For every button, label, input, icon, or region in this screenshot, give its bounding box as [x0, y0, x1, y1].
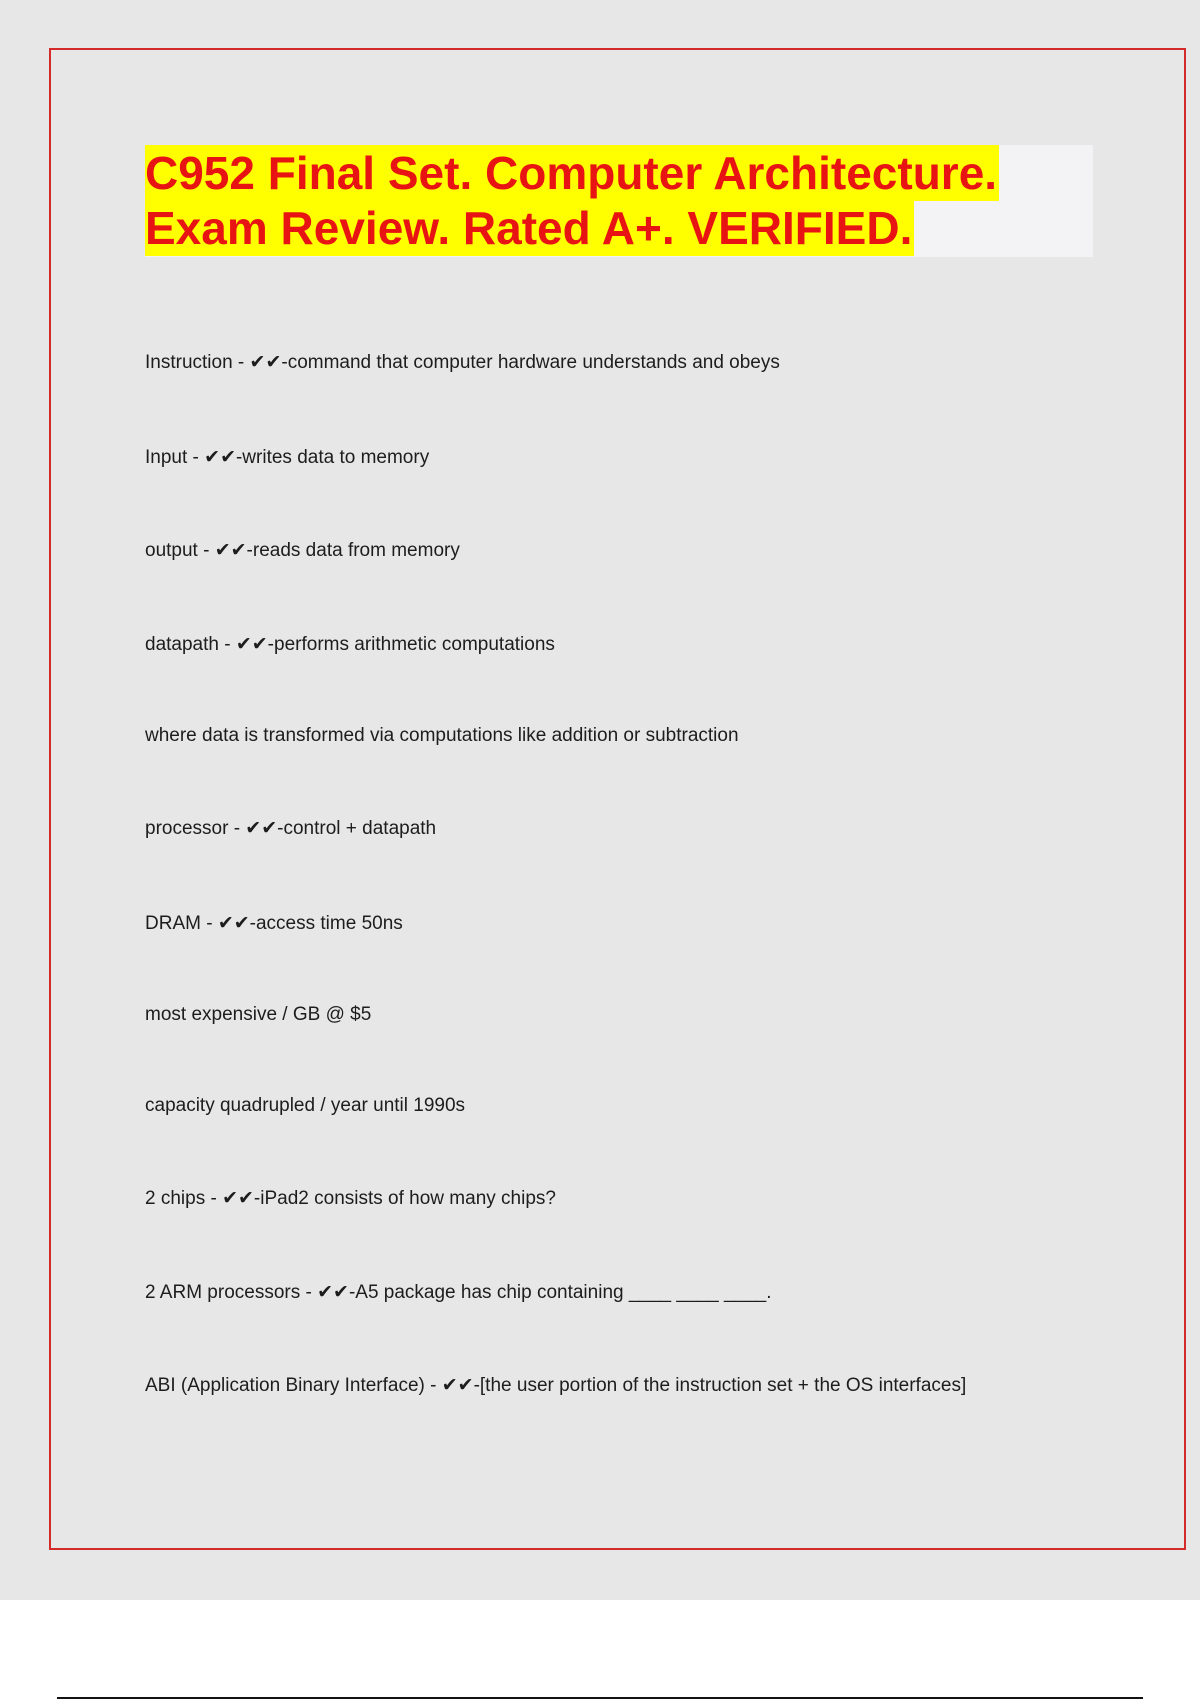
entry-datapath: datapath - ✔✔-performs arithmetic computations	[145, 634, 555, 655]
entry-output: output - ✔✔-reads data from memory	[145, 540, 460, 561]
entry-dram: DRAM - ✔✔-access time 50ns	[145, 913, 403, 934]
entry-ipad2-chips: 2 chips - ✔✔-iPad2 consists of how many chips?	[145, 1188, 556, 1209]
page-border-frame	[49, 48, 1186, 1550]
entry-processor: processor - ✔✔-control + datapath	[145, 818, 437, 839]
footer-divider	[57, 1697, 1143, 1699]
entry-input: Input - ✔✔-writes data to memory	[145, 447, 430, 468]
entry-dram-cost: most expensive / GB @ $5	[145, 1004, 372, 1025]
entry-datapath-detail: where data is transformed via computations like addition or subtraction	[145, 725, 739, 746]
document-title-line-1: C952 Final Set. Computer Architecture.	[145, 147, 998, 199]
entry-abi: ABI (Application Binary Interface) - ✔✔-[the user portion of the instruction set + the OS interfaces]	[145, 1375, 967, 1396]
document-title-line-2: Exam Review. Rated A+. VERIFIED.	[145, 202, 913, 254]
entry-instruction: Instruction - ✔✔-command that computer hardware understands and obeys	[145, 352, 780, 373]
entry-dram-capacity: capacity quadrupled / year until 1990s	[145, 1095, 466, 1116]
entry-arm-processors: 2 ARM processors - ✔✔-A5 package has chip containing ____ ____ ____.	[145, 1282, 772, 1303]
